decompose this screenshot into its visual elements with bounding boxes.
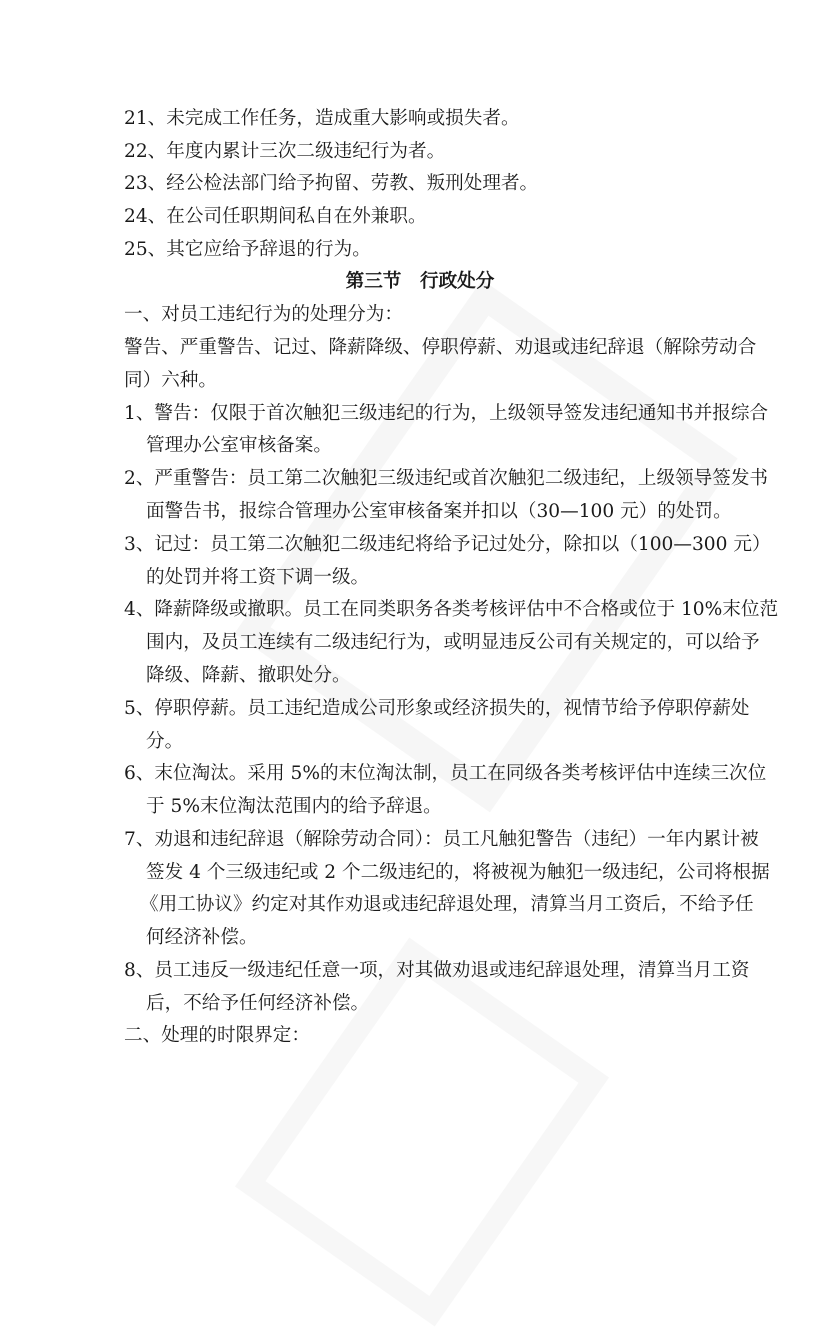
list-item-2: 2、严重警告：员工第二次触犯三级违纪或首次触犯二级违纪，上级领导签发书 [124, 468, 769, 489]
list-item-8: 8、员工违反一级违纪任意一项，对其做劝退或违纪辞退处理，清算当月工资 [124, 960, 750, 981]
list-item-7-cont: 签发 4 个三级违纪或 2 个二级违纪的，将被视为触犯一级违纪，公司将根据 [146, 862, 770, 883]
list-item-7-cont: 何经济补偿。 [146, 927, 258, 948]
list-item-22: 22、年度内累计三次二级违纪行为者。 [124, 141, 446, 162]
list-item-7-cont: 《用工协议》约定对其作劝退或违纪辞退处理，清算当月工资后，不给予任 [140, 894, 754, 915]
list-item-4-cont: 降级、降薪、撤职处分。 [146, 665, 351, 686]
list-item-25: 25、其它应给予辞退的行为。 [124, 239, 371, 260]
list-item-5-cont: 分。 [146, 731, 184, 752]
list-item-4-cont: 围内，及员工连续有二级违纪行为，或明显违反公司有关规定的，可以给予 [146, 632, 760, 653]
paragraph: 警告、严重警告、记过、降薪降级、停职停薪、劝退或违纪辞退（解除劳动合 [124, 337, 757, 358]
list-item-1: 1、警告：仅限于首次触犯三级违纪的行为，上级领导签发违纪通知书并报综合 [124, 403, 769, 424]
list-item-5: 5、停职停薪。员工违纪造成公司形象或经济损失的，视情节给予停职停薪处 [124, 698, 750, 719]
list-item-23: 23、经公检法部门给予拘留、劳教、叛刑处理者。 [124, 173, 539, 194]
list-item-2-cont: 面警告书，报综合管理办公室审核备案并扣以（30—100 元）的处罚。 [146, 501, 732, 522]
list-item-3-cont: 的处罚并将工资下调一级。 [146, 567, 370, 588]
list-item-6: 6、末位淘汰。采用 5%的末位淘汰制，员工在同级各类考核评估中连续三次位 [124, 763, 767, 784]
list-item-7: 7、劝退和违纪辞退（解除劳动合同）：员工凡触犯警告（违纪）一年内累计被 [124, 829, 759, 850]
paragraph-heading: 二、处理的时限界定： [124, 1025, 310, 1046]
paragraph-heading: 一、对员工违纪行为的处理分为： [124, 304, 403, 325]
list-item-21: 21、未完成工作任务，造成重大影响或损失者。 [124, 108, 520, 129]
list-item-3: 3、记过：员工第二次触犯二级违纪将给予记过处分，除扣以（100—300 元） [124, 534, 771, 555]
paragraph: 同）六种。 [124, 370, 217, 391]
list-item-4: 4、降薪降级或撤职。员工在同类职务各类考核评估中不合格或位于 10%末位范 [124, 599, 779, 620]
section-heading: 第三节 行政处分 [345, 271, 495, 292]
list-item-1-cont: 管理办公室审核备案。 [146, 435, 332, 456]
list-item-8-cont: 后，不给予任何经济补偿。 [146, 993, 370, 1014]
list-item-6-cont: 于 5%末位淘汰范围内的给予辞退。 [146, 796, 442, 817]
list-item-24: 24、在公司任职期间私自在外兼职。 [124, 206, 427, 227]
